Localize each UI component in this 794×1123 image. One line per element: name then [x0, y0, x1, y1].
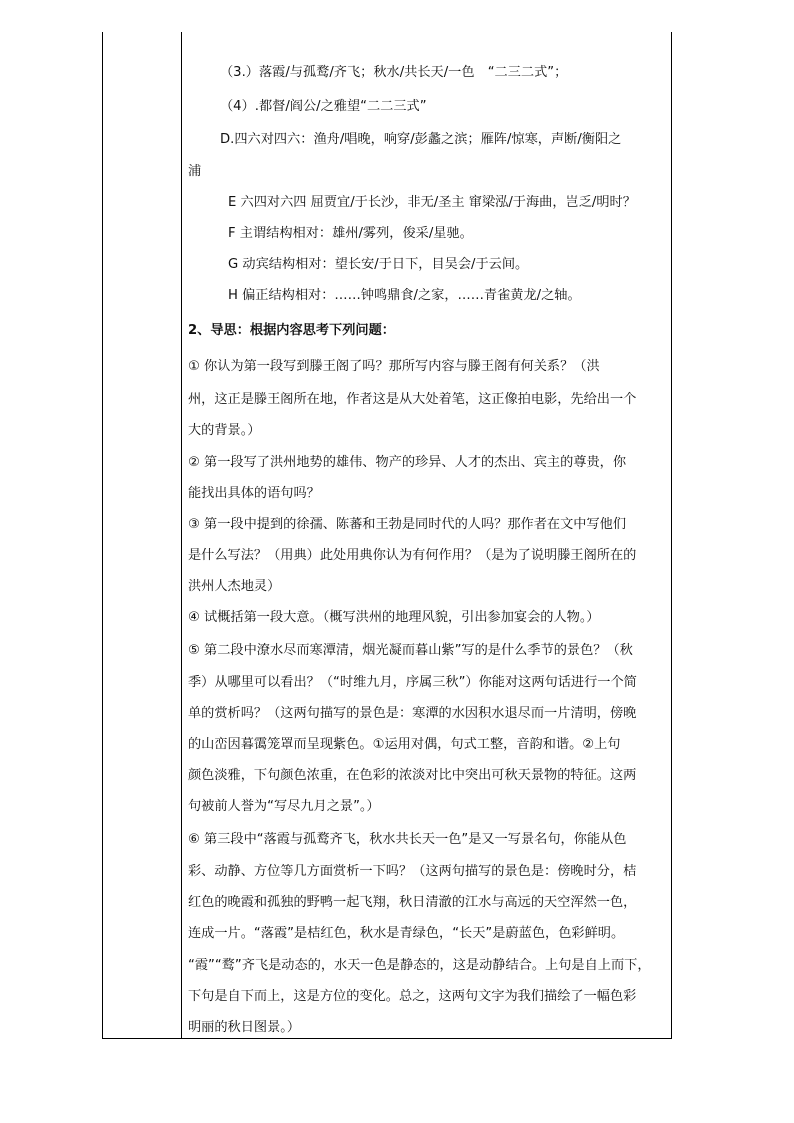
column-divider [181, 32, 182, 1038]
text-line: 句被前人誉为“写尽九月之景”。） [188, 799, 380, 814]
text-line: G 动宾结构相对：望长安/于日下，目吴会/于云间。 [228, 257, 529, 272]
text-line: 单的赏析吗？（这两句描写的景色是：寒潭的水因积水退尽而一片清明，傍晚 [188, 706, 637, 721]
text-line: 彩、动静、方位等几方面赏析一下吗？（这两句描写的景色是：傍晚时分，桔 [188, 864, 637, 879]
text-line: 能找出具体的语句吗？ [188, 486, 320, 501]
text-line: 洪州人杰地灵） [188, 579, 281, 594]
text-line: 大的背景。） [188, 423, 261, 438]
text-line: 颜色淡雅，下句颜色浓重，在色彩的浓淡对比中突出可秋天景物的特征。这两 [188, 768, 637, 783]
text-line: 红色的晚霞和孤独的野鸭一起飞翔，秋日清澈的江水与高远的天空浑然一色， [188, 895, 637, 910]
text-line: 下句是自下而上，这是方位的变化。总之，这两句文字为我们描绘了一幅色彩 [188, 989, 637, 1004]
text-line: 的山峦因暮霭笼罩而呈现紫色。①运用对偶，句式工整，音韵和谐。②上句 [188, 737, 621, 752]
table-frame [102, 32, 672, 1039]
text-line: 州，这正是滕王阁所在地，作者这是从大处着笔，这正像拍电影，先给出一个 [188, 392, 637, 407]
text-line: F 主谓结构相对：雄州/雾列，俊采/星驰。 [228, 226, 473, 241]
text-line: “霞”“鹜”齐飞是动态的，水天一色是静态的，这是动静结合。上句是自上而下， [188, 958, 651, 973]
text-line: ③ 第一段中提到的徐孺、陈蕃和王勃是同时代的人吗？那作者在文中写他们 [188, 517, 627, 532]
text-line: （4）.都督/阎公/之雅望“二二三式” [220, 99, 427, 114]
text-line: ① 你认为第一段写到滕王阁了吗？那所写内容与滕王阁有何关系？（洪 [188, 359, 600, 374]
section-heading: 2、导思：根据内容思考下列问题： [188, 323, 395, 338]
text-line: 是什么写法？（用典）此处用典你认为有何作用？（是为了说明滕王阁所在的 [188, 548, 637, 563]
text-line: （3.）落霞/与孤鹜/齐飞；秋水/共长天/一色 “二三二式”； [220, 65, 568, 80]
text-line: ② 第一段写了洪州地势的雄伟、物产的珍异、人才的杰出、宾主的尊贵，你 [188, 455, 627, 470]
text-line: 浦 [188, 164, 202, 179]
text-line: ④ 试概括第一段大意。（概写洪州的地理风貌，引出参加宴会的人物。） [188, 610, 600, 625]
text-line: H 偏正结构相对：……钟鸣鼎食/之家，……青雀黄龙/之轴。 [228, 288, 581, 303]
text-line: 明丽的秋日图景。） [188, 1020, 301, 1035]
text-line: ⑥ 第三段中“落霞与孤鹜齐飞，秋水共长天一色”是又一写景名句，你能从色 [188, 832, 627, 847]
text-line: D.四六对四六：渔舟/唱晚，响穿/彭蠡之滨；雁阵/惊寒，声断/衡阳之 [220, 132, 622, 147]
text-line: E 六四对六四 屈贾宜/于长沙，非无/圣主 窜梁泓/于海曲，岂乏/明时？ [228, 195, 636, 210]
text-line: 连成一片。“落霞”是桔红色，秋水是青绿色，“长天”是蔚蓝色，色彩鲜明。 [188, 926, 625, 941]
text-line: 季）从哪里可以看出？（“时维九月，序属三秋”）你能对这两句话进行一个简 [188, 675, 637, 690]
text-line: ⑤ 第二段中潦水尽而寒潭清，烟光凝而暮山紫”写的是什么季节的景色？（秋 [188, 643, 633, 658]
